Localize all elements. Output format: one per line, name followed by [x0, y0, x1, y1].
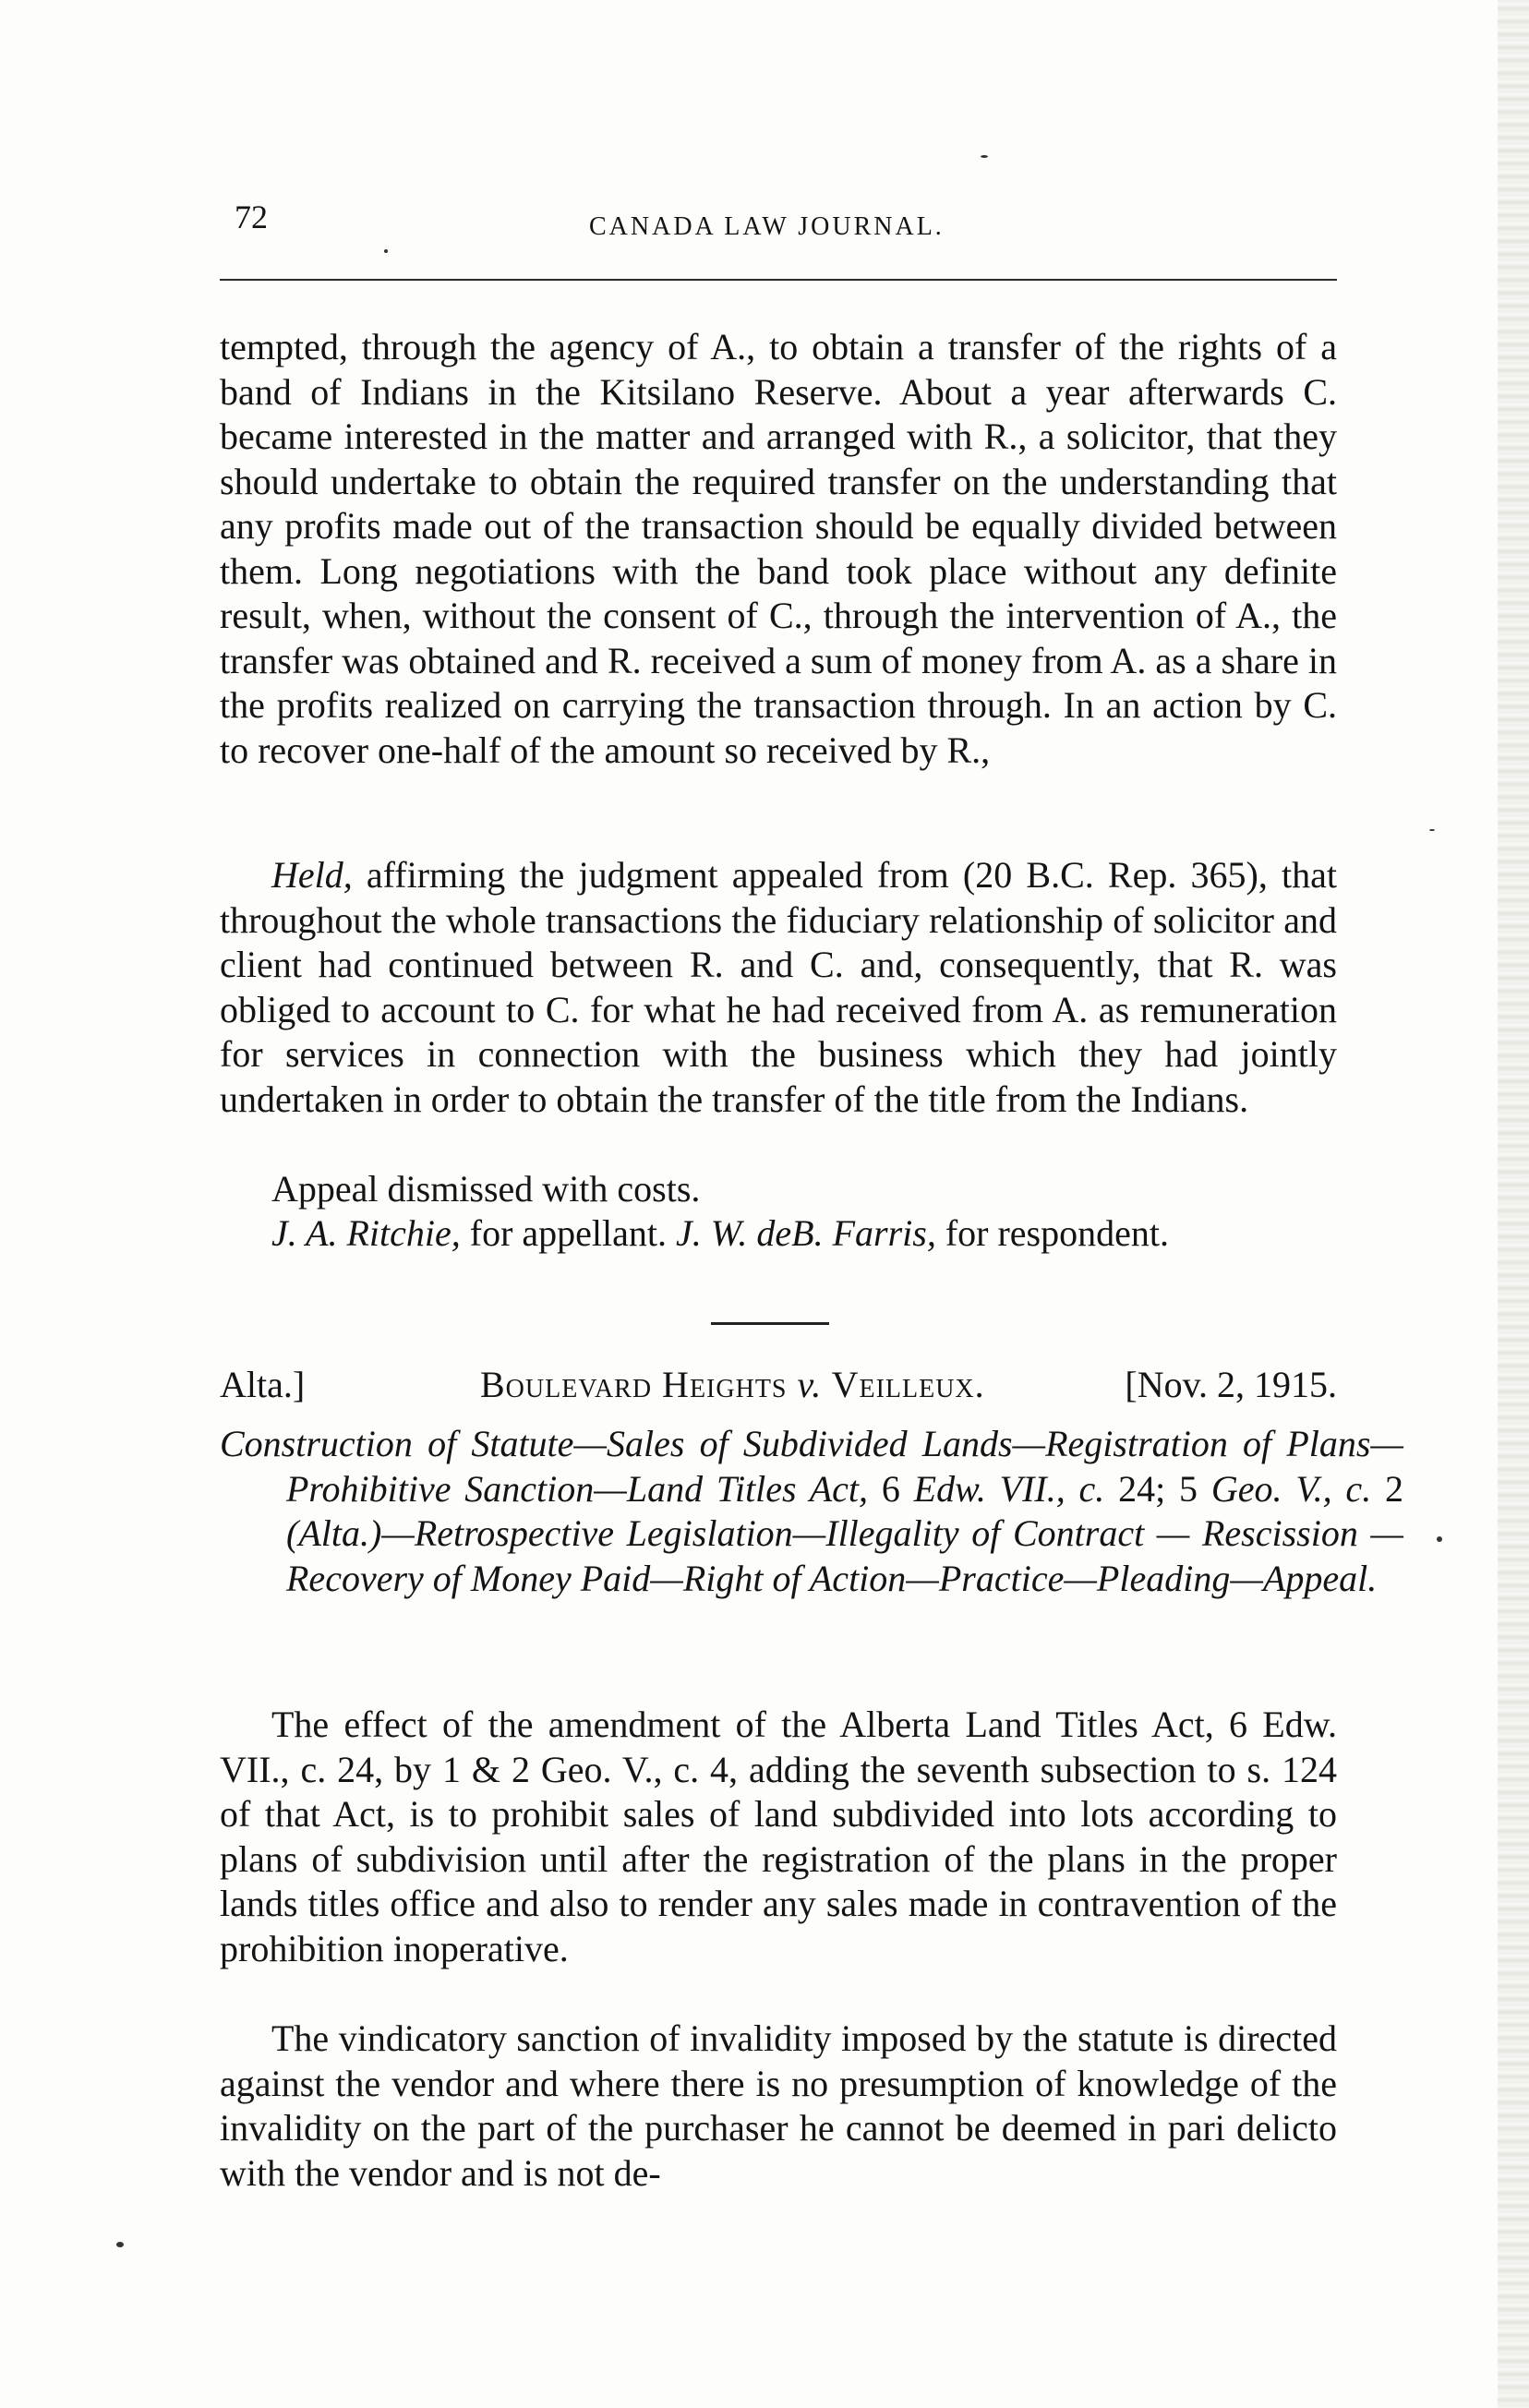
scan-speck: [1429, 829, 1435, 831]
case1-facts-text: tempted, through the agency of A., to obtain a transfer of the rights of a band of Indians in the Kitsilano Reserve. About a year afterwards C. became interested in the matter and arranged with R., a solicitor, that they should undertake to obtain the required transfer on the understanding that any profits made out of the transaction should be equally divided between them. Long negotiations with the band took place without any definite result, when, without the consent of C., through the intervention of A., the transfer was obtained and R. received a sum of money from A. as a share in the profits realized on carrying the transaction through. In an action by C. to recover one-half of the amount so received by R.,: [220, 326, 1337, 771]
header-rule: [220, 279, 1337, 281]
case2-heading: [220, 1363, 1337, 1418]
case2-name: [480, 1363, 985, 1406]
counsel-respondent-text: for respondent.: [935, 1212, 1169, 1254]
case2-catchwords: [220, 1422, 1403, 1601]
catchwords-e: Geo. V., c.: [1210, 1467, 1372, 1510]
scan-speck: [981, 155, 988, 158]
running-head: CANADA LAW JOURNAL.: [589, 212, 945, 241]
catchwords-a: Construction of Statute—Sales of Subdivided Lands—Registration of Plans—Prohibitive Sanction—Land Titles Act,: [220, 1423, 1403, 1510]
case1-counsel: [220, 1211, 1337, 1257]
case2-paragraph-1-text: The effect of the amendment of the Alberta Land Titles Act, 6 Edw. VII., c. 24, by 1 & 2 Geo. V., c. 4, adding the seventh subsection to s. 124 of that Act, is to prohibit sales of land subdivided into lots according to plans of subdivision until after the registration of the plans in the proper lands titles office and also to render any sales made in contravention of the prohibition inoperative.: [220, 1704, 1337, 1969]
case2-paragraph-2: [220, 2017, 1337, 2196]
counsel-appellant-text: for appellant.: [460, 1212, 676, 1254]
case2-paragraph-1: [220, 1703, 1337, 1971]
case2-name-part1: Boulevard Heights: [480, 1364, 798, 1405]
scan-speck: [116, 2242, 124, 2247]
case2-name-v: v.: [797, 1364, 823, 1405]
held-word: Held,: [271, 854, 353, 896]
case-separator-rule: [711, 1322, 829, 1325]
held-text: affirming the judgment appealed from (20 B.C. Rep. 365), that throughout the whole transactions the fiduciary relationship of solicitor and client had continued between R. and C. and, consequently, that R. was obliged to account to C. for what he had received from A. as remuneration for services in connection with the business which they had jointly undertaken in order to obtain the transfer of the title from the Indians.: [220, 854, 1337, 1120]
case2-date: [Nov. 2, 1915.: [1125, 1364, 1337, 1405]
catchwords-c: Edw. VII., c.: [913, 1467, 1105, 1510]
catchwords-f: 2: [1371, 1467, 1404, 1510]
counsel-appellant-name: J. A. Ritchie,: [271, 1212, 461, 1254]
catchwords-b: 6: [868, 1467, 914, 1510]
case2-court: Alta.]: [220, 1364, 306, 1405]
page-number: 72: [235, 199, 268, 235]
case2-paragraph-2-text: The vindicatory sanction of invalidity imposed by the statute is directed against the vendor and where there is no presumption of knowledge of the invalidity on the part of the purchaser he cannot be deemed in pari delicto with the vendor and is not de-: [220, 2017, 1337, 2194]
catchwords-d: 24; 5: [1104, 1467, 1211, 1510]
counsel-respondent-name: J. W. deB. Farris,: [676, 1212, 936, 1254]
catchwords-g: (Alta.)—Retrospective Legislation—Illegality of Contract — Rescission — Recovery of Money Paid—Right of Action—Practice—Pleading—Appeal.: [286, 1512, 1403, 1599]
disposition-text: Appeal dismissed with costs.: [271, 1168, 701, 1210]
scan-speck: [384, 249, 388, 253]
case1-facts: [220, 325, 1337, 773]
case1-disposition: [220, 1167, 1337, 1212]
page-edge-shadow: [1498, 0, 1529, 2408]
case1-holding: [220, 853, 1337, 1122]
page-header: [220, 192, 1337, 247]
case2-name-part2: Veilleux.: [822, 1364, 985, 1405]
scan-speck: [1437, 1536, 1442, 1542]
